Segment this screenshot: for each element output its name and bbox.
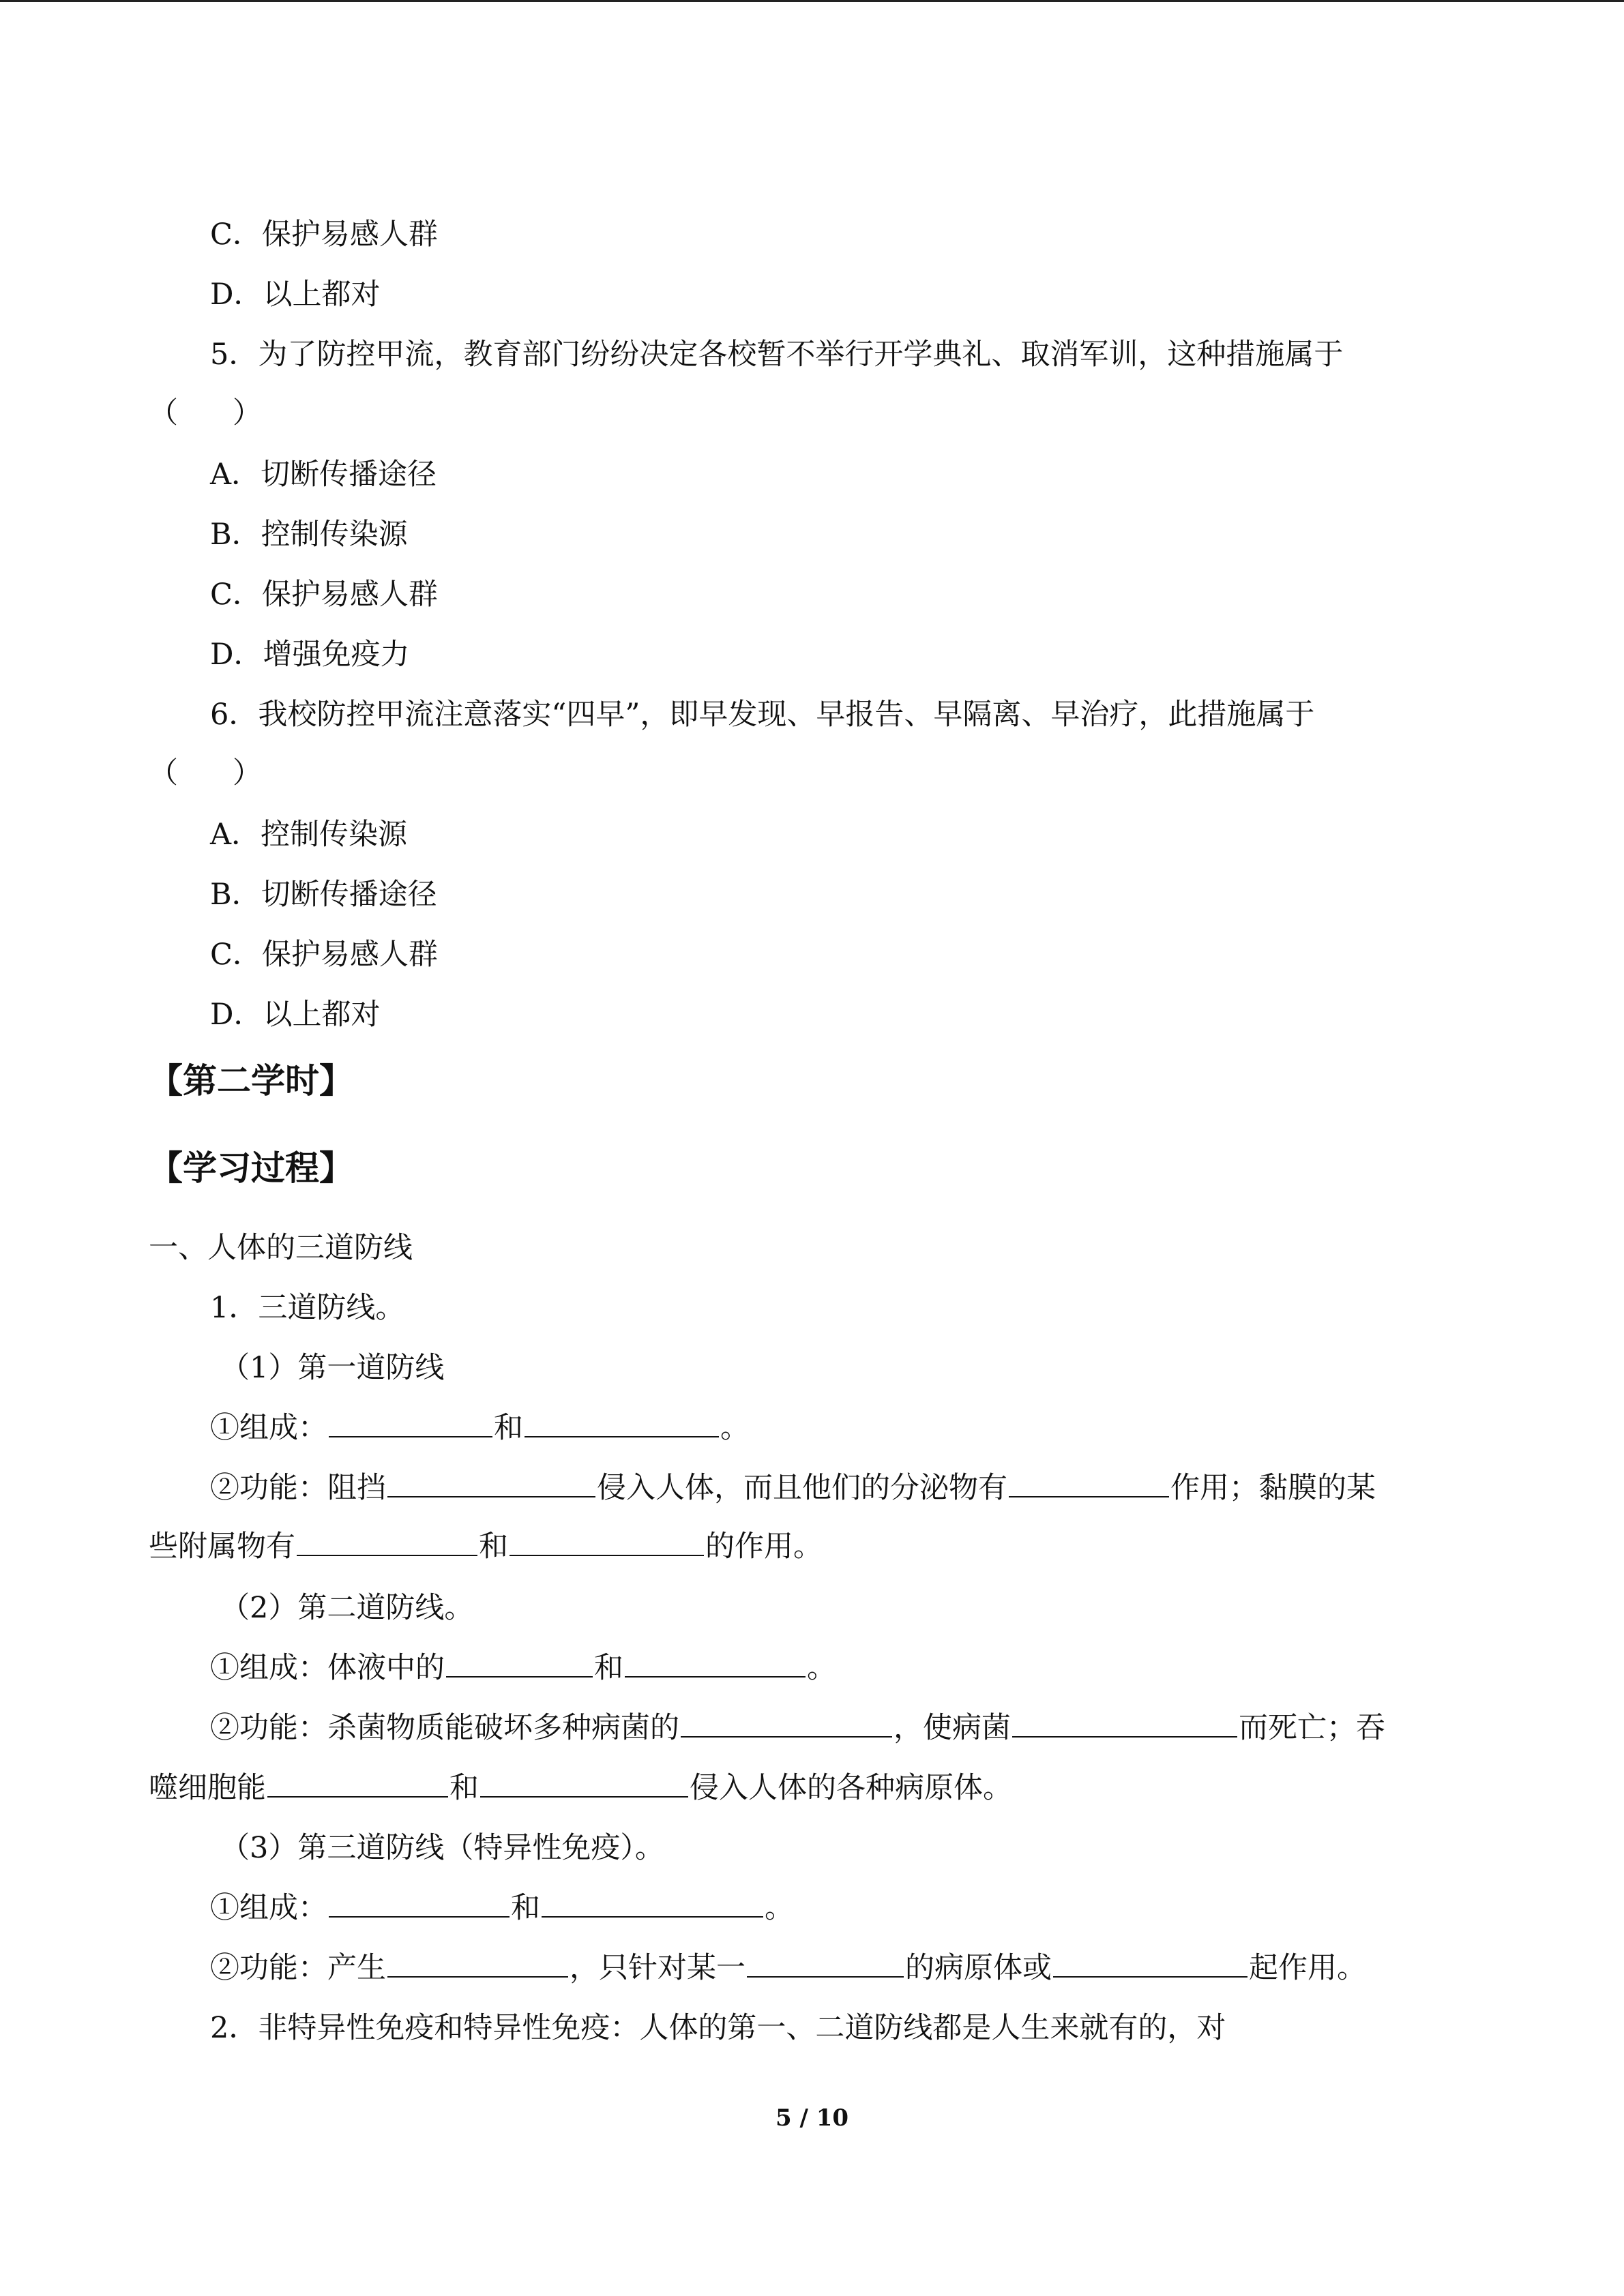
q6-option-d: D．以上都对 xyxy=(210,998,381,1032)
heading-second-period: 【第二学时】 xyxy=(149,1061,353,1101)
line2-function-cont: 噬细胞能 和 侵入人体的各种病原体。 xyxy=(149,1768,1012,1808)
page-top-border xyxy=(0,0,1624,2)
section1-sub2: 2．非特异性免疫和特异性免疫：人体的第一、二道防线都是人生来就有的，对 xyxy=(210,2011,1226,2045)
line1-function-cont: 些附属物有 和 的作用。 xyxy=(149,1526,823,1567)
heading-learning-process: 【学习过程】 xyxy=(149,1148,353,1188)
q6-option-a: A．控制传染源 xyxy=(210,818,408,852)
q5-answer-paren: （ ） xyxy=(149,396,262,430)
page-number: 5 / 10 xyxy=(775,2104,849,2132)
line1-composition: ①组成： 和 。 xyxy=(210,1407,750,1448)
q6-stem: 6．我校防控甲流注意落实“四早”，即早发现、早报告、早隔离、早治疗，此措施属于 xyxy=(210,698,1315,732)
line3-function: ②功能：产生 ，只针对某一 的病原体或 起作用。 xyxy=(210,1948,1366,1988)
q6-option-c: C．保护易感人群 xyxy=(210,938,438,972)
q4-option-d: D．以上都对 xyxy=(210,278,381,312)
q6-option-b: B．切断传播途径 xyxy=(210,878,437,912)
q6-answer-paren: （ ） xyxy=(149,756,262,790)
line3-composition: ①组成： 和 。 xyxy=(210,1888,794,1928)
line2-title: （2）第二道防线。 xyxy=(220,1591,474,1625)
line2-composition: ①组成：体液中的 和 。 xyxy=(210,1648,836,1688)
q5-option-a: A．切断传播途径 xyxy=(210,458,437,492)
q5-stem: 5．为了防控甲流，教育部门纷纷决定各校暂不举行开学典礼、取消军训，这种措施属于 xyxy=(210,338,1344,372)
line1-title: （1）第一道防线 xyxy=(220,1351,445,1385)
line2-function: ②功能：杀菌物质能破坏多种病菌的 ，使病菌 而死亡；吞 xyxy=(210,1708,1385,1748)
q5-option-c: C．保护易感人群 xyxy=(210,578,438,612)
line3-title: （3）第三道防线（特异性免疫）。 xyxy=(220,1831,664,1865)
line1-function: ②功能：阻挡 侵入人体，而且他们的分泌物有 作用；黏膜的某 xyxy=(210,1467,1376,1508)
q5-option-d: D．增强免疫力 xyxy=(210,638,410,672)
section1-sub1: 1．三道防线。 xyxy=(210,1291,405,1325)
q4-option-c: C．保护易感人群 xyxy=(210,218,438,252)
q5-option-b: B．控制传染源 xyxy=(210,518,408,552)
section1-title: 一、人体的三道防线 xyxy=(149,1231,413,1265)
